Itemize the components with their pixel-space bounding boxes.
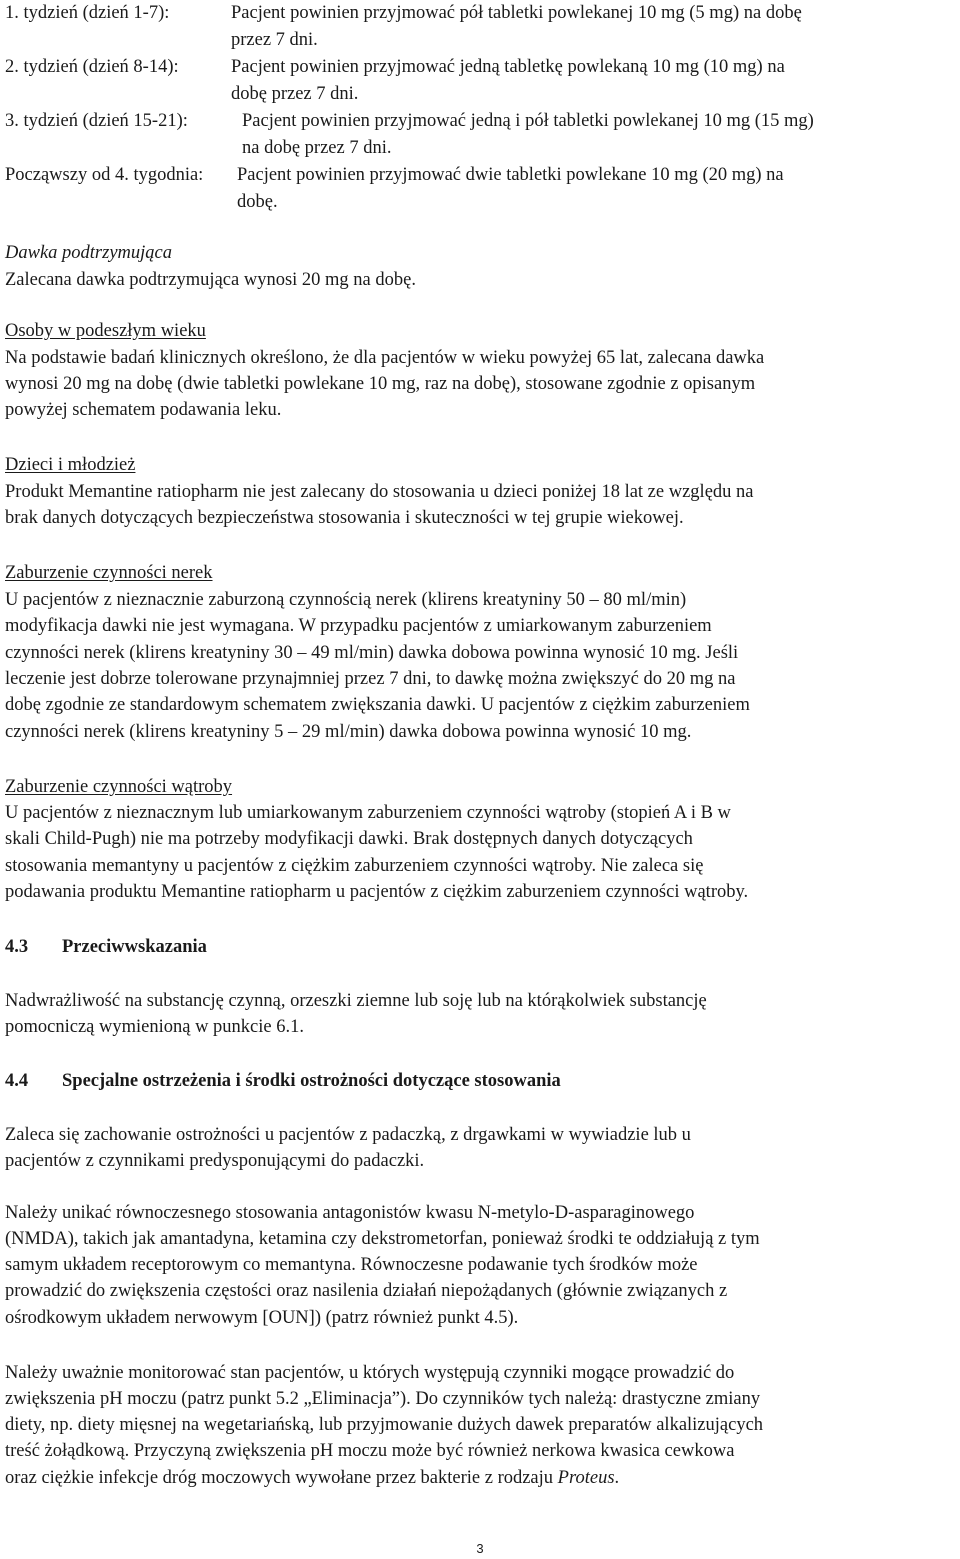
schedule-week-4-line: dobę.: [237, 192, 278, 212]
schedule-week-4-label: Począwszy od 4. tygodnia:: [5, 165, 204, 185]
section-4-3-heading: [5, 934, 207, 960]
section-title: Specjalne ostrzeżenia i środki ostrożności dotyczące stosowania: [62, 1071, 561, 1091]
elderly-heading: Osoby w podeszłym wieku: [5, 321, 206, 341]
hepatic-text: podawania produktu Memantine ratiopharm u pacjentów z ciężkim zaburzeniem czynności wątroby.: [5, 882, 749, 902]
schedule-week-1-line: Pacjent powinien przyjmować pół tabletki powlekanej 10 mg (5 mg) na dobę: [231, 3, 802, 23]
elderly-text: wynosi 20 mg na dobę (dwie tabletki powlekane 10 mg, raz na dobę), stosowane zgodnie z opisanym: [5, 374, 756, 394]
section-4-4-heading: [5, 1068, 561, 1094]
schedule-week-2-line: Pacjent powinien przyjmować jedną tabletkę powlekaną 10 mg (10 mg) na: [231, 57, 785, 77]
warnings-paragraph-2: samym układem receptorowym co memantyna. Równoczesne podawanie tych środków może: [5, 1255, 698, 1275]
warnings-paragraph-3: Należy uważnie monitorować stan pacjentów, u których występują czynniki mogące prowadzić do: [5, 1363, 735, 1383]
hepatic-heading: Zaburzenie czynności wątroby: [5, 777, 233, 797]
section-title: Przeciwwskazania: [62, 937, 207, 957]
renal-text: U pacjentów z nieznacznie zaburzoną czynnością nerek (klirens kreatyniny 50 – 80 ml/min): [5, 590, 687, 610]
children-heading: Dzieci i młodzież: [5, 455, 136, 475]
warnings-paragraph-3: treść żołądkową. Przyczyną zwiększenia pH moczu może być również nerkowa kwasica cewkowa: [5, 1441, 735, 1461]
maintenance-text: Zalecana dawka podtrzymująca wynosi 20 mg na dobę.: [5, 270, 416, 290]
renal-text: modyfikacja dawki nie jest wymagana. W przypadku pacjentów z umiarkowanym zaburzeniem: [5, 616, 712, 636]
renal-text: czynności nerek (klirens kreatyniny 5 – 29 ml/min) dawka dobowa powinna wynosić 10 mg.: [5, 722, 692, 742]
elderly-text: powyżej schematem podawania leku.: [5, 400, 282, 420]
contraindications-text: pomocniczą wymienioną w punkcie 6.1.: [5, 1017, 304, 1037]
paragraph-text: oraz ciężkie infekcje dróg moczowych wywołane przez bakterie z rodzaju: [5, 1468, 558, 1488]
schedule-week-3-line: na dobę przez 7 dni.: [242, 138, 392, 158]
warnings-paragraph-3: [5, 1465, 619, 1491]
children-text: brak danych dotyczących bezpieczeństwa stosowania i skuteczności w tej grupie wiekowej.: [5, 508, 684, 528]
renal-text: czynności nerek (klirens kreatyniny 30 – 49 ml/min) dawka dobowa powinna wynosić 10 mg. Jeśli: [5, 643, 739, 663]
hepatic-text: stosowania memantyny u pacjentów z ciężkim zaburzeniem czynności wątroby. Nie zaleca się: [5, 856, 704, 876]
maintenance-heading: Dawka podtrzymująca: [5, 243, 172, 263]
schedule-week-2-label: 2. tydzień (dzień 8-14):: [5, 57, 179, 77]
warnings-paragraph-2: (NMDA), takich jak amantadyna, ketamina czy dekstrometorfan, ponieważ środki te oddziałują z tym: [5, 1229, 760, 1249]
renal-text: leczenie jest dobrze tolerowane przynajmniej przez 7 dni, to dawkę można zwiększyć do 20 mg na: [5, 669, 736, 689]
contraindications-text: Nadwrażliwość na substancję czynną, orzeszki ziemne lub soję lub na którąkolwiek substancję: [5, 991, 707, 1011]
paragraph-end: .: [614, 1468, 620, 1488]
hepatic-text: U pacjentów z nieznacznym lub umiarkowanym zaburzeniem czynności wątroby (stopień A i B w: [5, 803, 731, 823]
warnings-paragraph-1: Zaleca się zachowanie ostrożności u pacjentów z padaczką, z drgawkami w wywiadzie lub u: [5, 1125, 691, 1145]
renal-heading: Zaburzenie czynności nerek: [5, 563, 213, 583]
warnings-paragraph-2: prowadzić do zwiększenia częstości oraz nasilenia działań niepożądanych (głównie związanych z: [5, 1281, 728, 1301]
schedule-week-4-line: Pacjent powinien przyjmować dwie tabletki powlekane 10 mg (20 mg) na: [237, 165, 784, 185]
schedule-week-3-label: 3. tydzień (dzień 15-21):: [5, 111, 188, 131]
hepatic-text: skali Child-Pugh) nie ma potrzeby modyfikacji dawki. Brak dostępnych danych dotyczących: [5, 829, 693, 849]
schedule-week-1-line: przez 7 dni.: [231, 30, 318, 50]
elderly-text: Na podstawie badań klinicznych określono, że dla pacjentów w wieku powyżej 65 lat, zalecana dawka: [5, 348, 765, 368]
warnings-paragraph-3: diety, np. diety mięsnej na wegetariańską, lub przyjmowanie dużych dawek preparatów alkalizujących: [5, 1415, 764, 1435]
proteus-italic: Proteus: [557, 1468, 615, 1488]
section-number: 4.3: [5, 937, 29, 957]
schedule-week-2-line: dobę przez 7 dni.: [231, 84, 359, 104]
section-number: 4.4: [5, 1071, 29, 1091]
schedule-week-1-label: 1. tydzień (dzień 1-7):: [5, 3, 170, 23]
warnings-paragraph-1: pacjentów z czynnikami predysponującymi do padaczki.: [5, 1151, 425, 1171]
renal-text: dobę zgodnie ze standardowym schematem zwiększania dawki. U pacjentów z ciężkim zaburzeniem: [5, 695, 750, 715]
warnings-paragraph-2: Należy unikać równoczesnego stosowania antagonistów kwasu N-metylo-D-asparaginowego: [5, 1203, 695, 1223]
children-text: Produkt Memantine ratiopharm nie jest zalecany do stosowania u dzieci poniżej 18 lat ze względu na: [5, 482, 754, 502]
warnings-paragraph-2: ośrodkowym układem nerwowym [OUN]) (patrz również punkt 4.5).: [5, 1308, 519, 1328]
page-number: 3: [476, 1541, 484, 1556]
schedule-week-3-line: Pacjent powinien przyjmować jedną i pół tabletki powlekanej 10 mg (15 mg): [242, 111, 814, 131]
warnings-paragraph-3: zwiększenia pH moczu (patrz punkt 5.2 „Eliminacja”). Do czynników tych należą: drastyczne zmiany: [5, 1389, 761, 1409]
